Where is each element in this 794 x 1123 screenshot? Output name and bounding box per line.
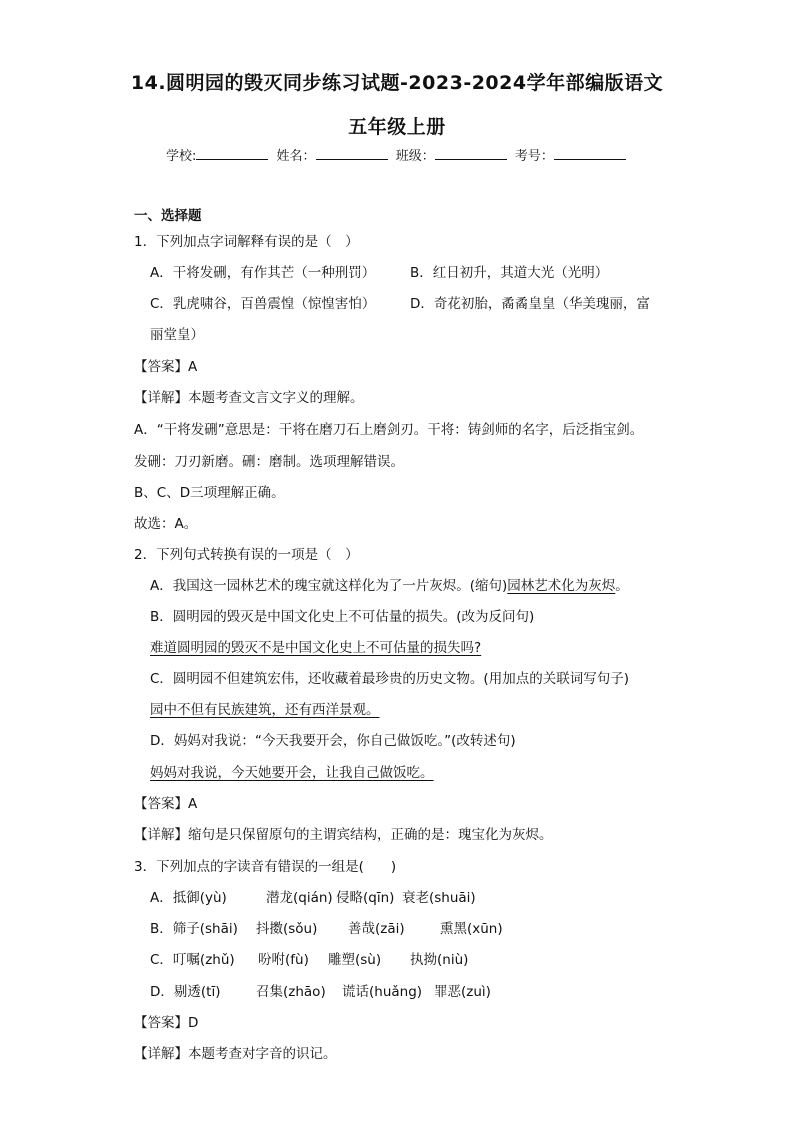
q1-option-d: D．奇花初胎，矞矞皇皇（华美瑰丽，富: [410, 296, 650, 312]
q3-b-word1: B．筛子(shāi): [150, 921, 238, 937]
q3-a-word3: 侵略(qīn): [336, 890, 395, 906]
q1-answer: 【答案】A: [134, 359, 198, 375]
number-blank: [554, 147, 626, 160]
school-label: 学校:: [166, 149, 197, 164]
q1-option-a: A．干将发硎，有作其芒（一种刑罚）: [150, 265, 376, 281]
q1-explain-1: A．“干将发硎”意思是：干将在磨刀石上磨剑刃。干将：铸剑师的名字，后泛指宝剑。: [134, 422, 644, 438]
q2-option-b-answer: 难道圆明园的毁灭不是中国文化史上不可估量的损失吗?: [150, 640, 482, 656]
q3-a-word4: 衰老(shuāi): [402, 890, 476, 906]
q2-explain: 【详解】缩句是只保留原句的主谓宾结构，正确的是：瑰宝化为灰烬。: [134, 827, 553, 843]
school-blank: [196, 147, 268, 160]
q1-option-b: B．红日初升，其道大光（光明）: [410, 265, 609, 281]
q2-option-a-end: 。: [615, 578, 629, 594]
q3-a-word1: A．抵御(yù): [150, 890, 227, 906]
q1-stem: 1．下列加点字词解释有误的是（ ）: [134, 234, 359, 250]
q2-option-a-text: A．我国这一园林艺术的瑰宝就这样化为了一片灰烬。(缩句): [150, 578, 508, 594]
q3-option-a: [150, 888, 476, 908]
q1-explain: 【详解】本题考查文言文字义的理解。: [134, 390, 364, 406]
q1-explain-2: 发硎：刀刃新磨。硎：磨制。选项理解错误。: [134, 454, 404, 470]
q2-option-c: C．圆明园不但建筑宏伟，还收藏着最珍贵的历史文物。(用加点的关联词写句子): [150, 671, 629, 687]
q3-c-word3: 雕塑(sù): [328, 952, 382, 968]
q3-b-word4: 熏黑(xūn): [440, 921, 503, 937]
section-heading: 一、选择题: [134, 208, 202, 224]
q2-option-d: D．妈妈对我说：“今天我要开会，你自己做饭吃。”(改转述句): [150, 733, 516, 749]
q2-option-a: [150, 576, 629, 596]
document-title-line1: 14.圆明园的毁灭同步练习试题-2023-2024学年部编版语文: [130, 72, 664, 94]
number-label: 考号：: [514, 149, 554, 164]
q3-c-word1: C．叮嘱(zhǔ): [150, 952, 235, 968]
document-title-line2: 五年级上册: [348, 116, 446, 138]
q3-answer: 【答案】D: [134, 1015, 199, 1031]
q3-d-word1: D．剔透(tī): [150, 984, 221, 1000]
q2-option-c-answer: 园中不但有民族建筑，还有西洋景观。: [150, 702, 380, 718]
name-label: 姓名：: [276, 149, 316, 164]
q2-option-b: B．圆明园的毁灭是中国文化史上不可估量的损失。(改为反问句): [150, 609, 535, 625]
q3-d-word4: 罪恶(zuì): [434, 984, 491, 1000]
q1-option-d-cont: 丽堂皇）: [150, 327, 204, 343]
q3-option-b: [150, 919, 503, 939]
q1-explain-3: B、C、D三项理解正确。: [134, 485, 285, 501]
q2-stem: 2．下列句式转换有误的一项是（ ）: [134, 547, 359, 563]
q2-option-a-answer: 园林艺术化为灰烬: [507, 578, 616, 594]
q2-answer: 【答案】A: [134, 796, 198, 812]
q3-c-word4: 执拗(niù): [410, 952, 469, 968]
q2-option-d-answer: 妈妈对我说，今天她要开会，让我自己做饭吃。: [150, 765, 434, 781]
q1-explain-4: 故选：A。: [134, 516, 198, 532]
q3-explain: 【详解】本题考查对字音的识记。: [134, 1046, 337, 1062]
q3-d-word3: 谎话(huǎng): [342, 984, 423, 1000]
q3-c-word2: 吩咐(fù): [258, 952, 309, 968]
q3-d-word2: 召集(zhāo): [256, 984, 326, 1000]
student-info-row: [166, 145, 630, 164]
q3-b-word2: 抖擞(sǒu): [256, 921, 318, 937]
q1-option-c: C．乳虎啸谷，百兽震惶（惊惶害怕）: [150, 296, 376, 312]
q3-option-d: [150, 982, 491, 1002]
q3-stem: 3．下列加点的字读音有错误的一组是( ): [134, 859, 397, 875]
q3-b-word3: 善哉(zāi): [348, 921, 405, 937]
q3-option-c: [150, 950, 468, 970]
class-label: 班级：: [395, 149, 435, 164]
class-blank: [435, 147, 507, 160]
name-blank: [316, 147, 388, 160]
q3-a-word2: 潜龙(qián): [266, 890, 333, 906]
